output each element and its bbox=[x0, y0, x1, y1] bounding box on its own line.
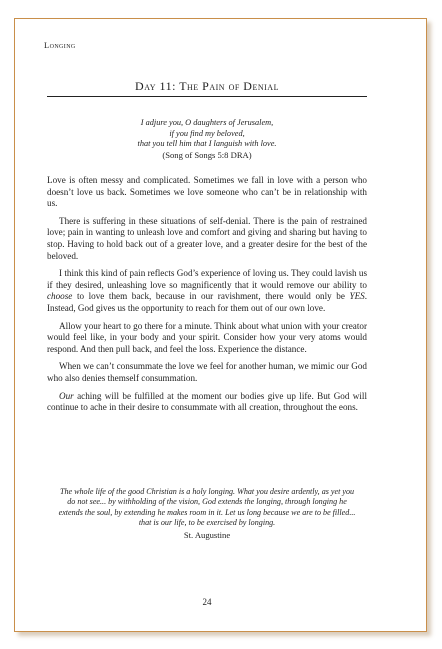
paragraph-text: aching will be fulfilled at the moment our bodies give up life. But God will continue to ache in their desire to consummate with all creation, throughout the eons. bbox=[47, 390, 367, 413]
running-head: Longing bbox=[44, 40, 76, 50]
paragraph-text: to love them back, because in our ravishment, there would only be bbox=[72, 291, 350, 302]
emphasis-text: Our bbox=[59, 390, 74, 401]
paragraph-text: I think this kind of pain reflects God’s experience of loving us. They could lavish us if they desired, unleashing love so magnificently that it would remove our ability to bbox=[47, 268, 367, 290]
closing-quote-text: The whole life of the good Christian is a holy longing. What you desire ardently, as yet you do not see... by withholding of the vision, God extends the longing, through longing he extends the soul, by extending he makes room in it. Let us long because we are to be filled... that is our life, to be exercised by longing. bbox=[58, 487, 356, 528]
body-text bbox=[47, 175, 367, 420]
paragraph: Allow your heart to go there for a minute. Think about what union with your creator would feel like, in your body and your spirit. Consider how your very atoms would respond. And then pull back, and feel the loss. Experience the distance. bbox=[47, 320, 367, 354]
epigraph bbox=[47, 118, 367, 160]
paragraph bbox=[47, 268, 367, 314]
epigraph-line: that you tell him that I languish with love. bbox=[137, 139, 277, 149]
page-number: 24 bbox=[202, 597, 212, 607]
epigraph-citation: (Song of Songs 5:8 DRA) bbox=[162, 149, 252, 160]
paragraph: When we can’t consummate the love we feel for another human, we mimic our God who also denies themself consummation. bbox=[47, 361, 367, 383]
paragraph: There is suffering in these situations of self-denial. There is the pain of restrained love; pain in wanting to unleash love and comfort and giving and sharing but having to stop. Having to hold back out of a greater love, and a greater desire for the best of the beloved. bbox=[47, 215, 367, 261]
emphasis-text: YES bbox=[349, 291, 365, 302]
chapter-title: Day 11: The Pain of Denial bbox=[47, 79, 367, 97]
closing-quote bbox=[57, 487, 357, 540]
emphasis-text: choose bbox=[47, 291, 73, 302]
epigraph-line: if you find my beloved, bbox=[169, 128, 245, 138]
paragraph: Love is often messy and complicated. Sometimes we fall in love with a person who doesn’t love us back. Sometimes we love someone who can’t be in relationship with us. bbox=[47, 175, 367, 209]
paragraph bbox=[47, 391, 367, 414]
epigraph-line: I adjure you, O daughters of Jerusalem, bbox=[140, 118, 274, 127]
closing-quote-author: St. Augustine bbox=[183, 529, 231, 540]
paragraph-text: . Instead, God gives us the opportunity to reach for them out of our own love. bbox=[47, 291, 367, 313]
